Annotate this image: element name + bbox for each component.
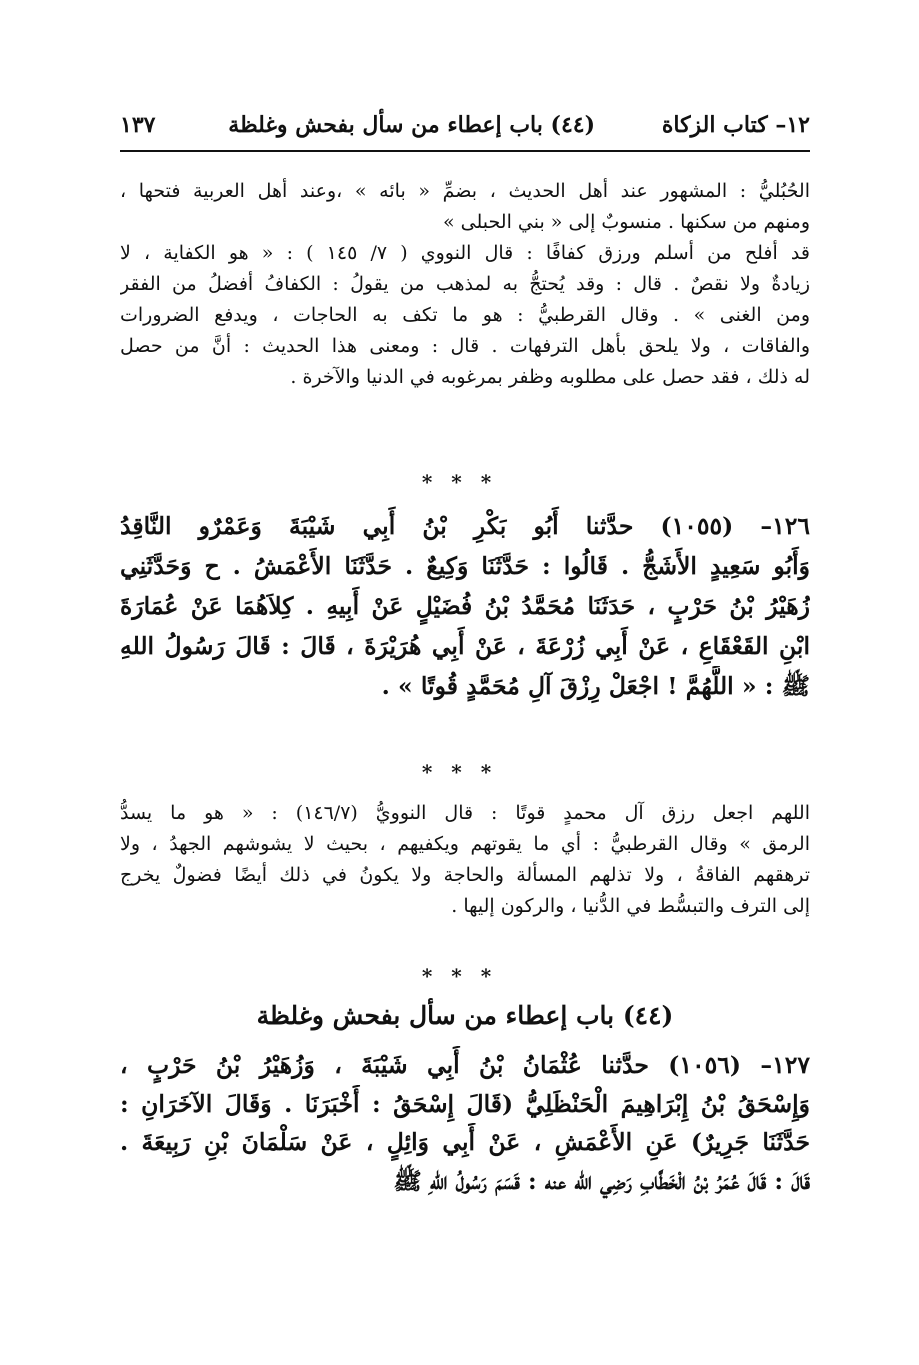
hadith-line: وَأَبُو سَعِيدٍ الأَشَجُّ . قَالُوا : حَدَّثَنَا وَكِيعٌ . حَدَّثَنَا الأَعْمَشُ . ح وَحَدَّثَنِي bbox=[120, 552, 810, 580]
commentary-line: ومنهم من سكنها . منسوبٌ إلى « بني الحبلى » bbox=[443, 211, 810, 233]
hadith-line: زُهَيْرُ بْنُ حَرْبٍ ، حَدَثَنَا مُحَمَّدُ بْنُ فُضَيْلٍ عَنْ أَبِيهِ . كِلاَهُمَا عَنْ عُمَارَةَ bbox=[120, 592, 810, 620]
commentary-line: والفاقات ، ولا يلحق بأهل الترفهات . قال : ومعنى هذا الحديث : أنَّ من حصل bbox=[120, 335, 810, 357]
section-separator: * * * bbox=[421, 470, 498, 494]
hadith-line: حَدَّثَنَا جَرِيرٌ) عَنِ الأَعْمَشِ ، عَنْ أَبِي وَائِلٍ ، عَنْ سَلْمَانَ بْنِ رَبِيعَةَ . bbox=[120, 1128, 810, 1156]
commentary-line: ترهقهم الفاقةُ ، ولا تذلهم المسألة والحاجة ولا يكونُ في ذلك أيضًا فضولٌ يخرج bbox=[120, 864, 810, 886]
commentary-line: الرمق » وقال القرطبيُّ : أي ما يقوتهم ويكفيهم ، بحيث لا يشوشهم الجهدُ ، ولا bbox=[120, 833, 810, 855]
commentary-line: ومن الغنى » . وقال القرطبيُّ : هو ما تكف به الحاجات ، ويدفع الضرورات bbox=[120, 304, 810, 326]
commentary-line: اللهم اجعل رزق آل محمدٍ قوتًا : قال النوويُّ (١٤٦/٧) : « هو ما يسدُّ bbox=[120, 802, 810, 824]
hadith-127-block bbox=[120, 1046, 810, 1200]
hadith-line: ١٢٦– (١٠٥٥) حدَّثنا أَبُو بَكْرِ بْنُ أَبِي شَيْبَةَ وَعَمْرٌو النَّاقِدُ bbox=[120, 512, 810, 540]
hadith-126-block bbox=[120, 506, 810, 706]
chapter-heading: (٤٤) باب إعطاء من سأل بفحش وغلظة bbox=[256, 1001, 674, 1030]
running-chapter-title: ١٢– كتاب الزكاة bbox=[661, 112, 810, 138]
hadith-line: ابْنِ القَعْقَاعِ ، عَنْ أَبِي زُرْعَةَ ، عَنْ أَبِي هُرَيْرَةَ ، قَالَ : قَالَ رَسُولُ اللهِ bbox=[120, 632, 810, 660]
commentary-block-1 bbox=[120, 176, 810, 393]
commentary-line: الحُبُليُّ : المشهور عند أهل الحديث ، بضمِّ « بائه » ،وعند أهل العربية فتحها ، bbox=[120, 180, 810, 202]
page-header bbox=[120, 112, 810, 146]
commentary-line: قد أفلح من أسلم ورزق كفافًا : قال النووي ( ٧/ ١٤٥ ) : « هو الكفاية ، لا bbox=[120, 242, 810, 264]
hadith-line: ١٢٧– (١٠٥٦) حدَّثنا عُثْمَانُ بْنُ أَبِي شَيْبَةَ ، وَزُهَيْرُ بْنُ حَرْبٍ ، bbox=[120, 1051, 810, 1079]
section-separator: * * * bbox=[421, 760, 498, 784]
header-rule bbox=[120, 150, 810, 152]
commentary-line: إلى الترف والتبسُّط في الدُّنيا ، والركون إليها . bbox=[451, 895, 810, 917]
section-separator: * * * bbox=[421, 964, 498, 988]
page-number: ١٣٧ bbox=[120, 112, 156, 138]
hadith-line: وَإِسْحَقُ بْنُ إِبْرَاهِيمَ الْحَنْظَلِيُّ (قَالَ إِسْحَقُ : أَخْبَرَنَا . وَقَالَ الآخَرَانِ : bbox=[120, 1089, 810, 1118]
hadith-line: ﷺ : « اللَّهُمَّ ! اجْعَلْ رِزْقَ آلِ مُحَمَّدٍ قُوتًا » . bbox=[381, 672, 810, 700]
running-section-title: (٤٤) باب إعطاء من سأل بفحش وغلظة bbox=[228, 112, 595, 138]
commentary-line: زيادةٌ ولا نقصٌ . قال : وقد يُحتجُّ به لمذهب من يقولُ : الكفافُ أفضلُ من الفقر bbox=[120, 273, 810, 295]
commentary-line: له ذلك ، فقد حصل على مطلوبه وظفر بمرغوبه في الدنيا والآخرة . bbox=[290, 366, 810, 388]
commentary-block-2 bbox=[120, 798, 810, 922]
hadith-line: قَالَ : قَالَ عُمَرُ بْنُ الْخَطَّابِ رَضِي الله عنه : قَسَمَ رَسُولُ اللهِ ﷺ bbox=[393, 1166, 810, 1195]
